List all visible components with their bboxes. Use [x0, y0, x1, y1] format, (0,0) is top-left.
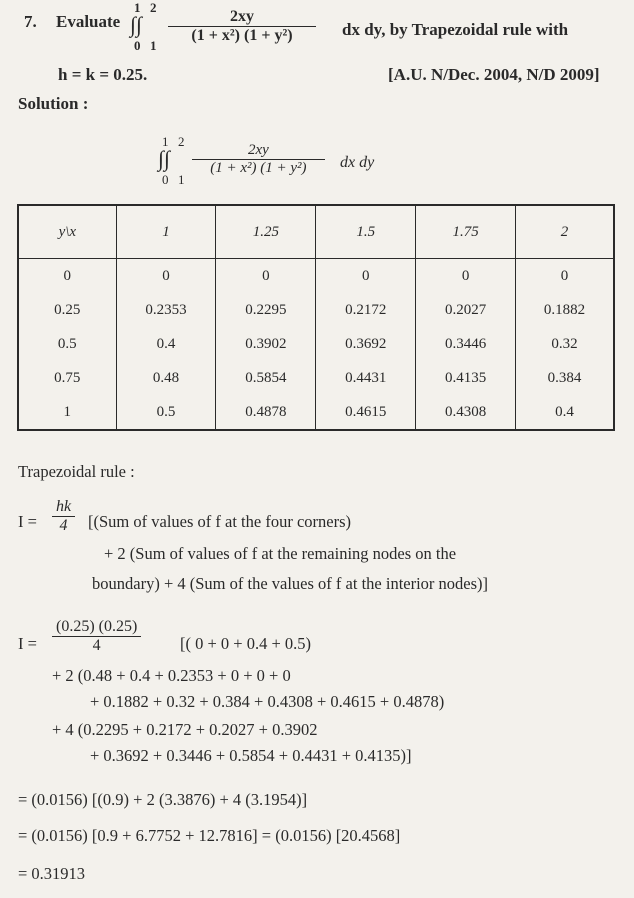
header-cell: y\x — [18, 205, 116, 259]
problem-dxdy: dx dy, by Trapezoidal rule with — [342, 20, 569, 39]
calc-line3: + 0.1882 + 0.32 + 0.384 + 0.4308 + 0.4615 + 0.4878) — [90, 692, 445, 711]
table-cell: 0.3902 — [216, 327, 316, 361]
integral-icon: ∫∫ — [130, 12, 143, 37]
solution-dxdy: dx dy — [340, 154, 375, 171]
sol-denominator: (1 + x²) (1 + y²) — [210, 160, 307, 177]
rule-fraction — [52, 498, 75, 536]
rule-line2: + 2 (Sum of values of f at the remaining nodes on the — [104, 544, 457, 563]
table-cell: 0.4308 — [416, 395, 516, 430]
table-cell: 0 — [18, 259, 116, 294]
table-cell: 0.32 — [516, 327, 614, 361]
calc-frac-den: 4 — [92, 637, 101, 655]
table-cell: 0.5 — [116, 395, 216, 430]
upper-limit-inner: 2 — [150, 0, 157, 15]
header-cell: 1.25 — [216, 205, 316, 259]
table-row — [18, 293, 614, 327]
table-cell: 0.3692 — [316, 327, 416, 361]
table-cell: 0.4 — [516, 395, 614, 430]
table-cell: 0.2353 — [116, 293, 216, 327]
table-row — [18, 395, 614, 430]
table-row — [18, 327, 614, 361]
table-cell: 0.5854 — [216, 361, 316, 395]
header-cell: 1 — [116, 205, 216, 259]
header-cell: 1.75 — [416, 205, 516, 259]
table-cell: 0.4878 — [216, 395, 316, 430]
reference: [A.U. N/Dec. 2004, N/D 2009] — [388, 65, 600, 84]
calc-line4: + 4 (0.2295 + 0.2172 + 0.2027 + 0.3902 — [52, 720, 318, 739]
sol-upper-outer: 1 — [162, 134, 169, 149]
table-cell: 0 — [516, 259, 614, 294]
solution-fraction — [192, 142, 325, 178]
table-cell: 0 — [116, 259, 216, 294]
problem-number: 7. — [24, 12, 37, 31]
problem-fraction — [168, 8, 316, 46]
table-row — [18, 259, 614, 294]
table-header-row — [18, 205, 614, 259]
sol-lower-outer: 0 — [162, 172, 169, 187]
table-cell: 0.5 — [18, 327, 116, 361]
table-cell: 0.4 — [116, 327, 216, 361]
table-cell: 0.384 — [516, 361, 614, 395]
sol-numerator: 2xy — [192, 142, 325, 160]
table-cell: 0.4135 — [416, 361, 516, 395]
fraction-numerator: 2xy — [168, 8, 316, 27]
table-cell: 0.4431 — [316, 361, 416, 395]
calc-final: = 0.31913 — [18, 864, 86, 883]
sol-upper-inner: 2 — [178, 134, 185, 149]
table-cell: 0.2172 — [316, 293, 416, 327]
integral-icon: ∫∫ — [158, 146, 171, 171]
rule-line3: boundary) + 4 (Sum of the values of f at the interior nodes)] — [92, 574, 489, 593]
calc-I-label: I = — [18, 634, 37, 653]
rule-frac-num: hk — [52, 498, 75, 517]
table-cell: 0.2027 — [416, 293, 516, 327]
rule-I-label: I = — [18, 512, 37, 531]
step-size: h = k = 0.25. — [58, 65, 148, 84]
calc-line2: + 2 (0.48 + 0.4 + 0.2353 + 0 + 0 + 0 — [52, 666, 291, 685]
evaluate-label: Evaluate — [56, 12, 121, 31]
sol-lower-inner: 1 — [178, 172, 185, 187]
table-cell: 0.75 — [18, 361, 116, 395]
calc-frac-num: (0.25) (0.25) — [52, 618, 141, 637]
table-cell: 0.48 — [116, 361, 216, 395]
table-cell: 0.25 — [18, 293, 116, 327]
rule-frac-den: 4 — [59, 517, 68, 535]
calc-fraction — [52, 618, 141, 656]
calc-result2: = (0.0156) [0.9 + 6.7752 + 12.7816] = (0.0156) [20.4568] — [18, 826, 401, 845]
lower-limit-outer: 0 — [134, 38, 141, 53]
table-cell: 0.2295 — [216, 293, 316, 327]
fraction-denominator: (1 + x²) (1 + y²) — [191, 27, 293, 45]
table-cell: 0.4615 — [316, 395, 416, 430]
header-cell: 1.5 — [316, 205, 416, 259]
table-cell: 0 — [416, 259, 516, 294]
table-cell: 1 — [18, 395, 116, 430]
calc-result1: = (0.0156) [(0.9) + 2 (3.3876) + 4 (3.1954)] — [18, 790, 308, 809]
double-integral-sign — [130, 0, 170, 58]
lower-limit-inner: 1 — [150, 38, 157, 53]
header-cell: 2 — [516, 205, 614, 259]
table-row — [18, 361, 614, 395]
table-cell: 0.1882 — [516, 293, 614, 327]
calc-line5: + 0.3692 + 0.3446 + 0.5854 + 0.4431 + 0.4135)] — [90, 746, 412, 765]
upper-limit-outer: 1 — [134, 0, 141, 15]
table-cell: 0.3446 — [416, 327, 516, 361]
values-table — [17, 204, 615, 431]
table-cell: 0 — [216, 259, 316, 294]
rule-title: Trapezoidal rule : — [18, 462, 135, 481]
table-cell: 0 — [316, 259, 416, 294]
calc-line1: [( 0 + 0 + 0.4 + 0.5) — [180, 634, 312, 653]
solution-heading: Solution : — [18, 94, 89, 113]
rule-line1: [(Sum of values of f at the four corners) — [88, 512, 351, 531]
